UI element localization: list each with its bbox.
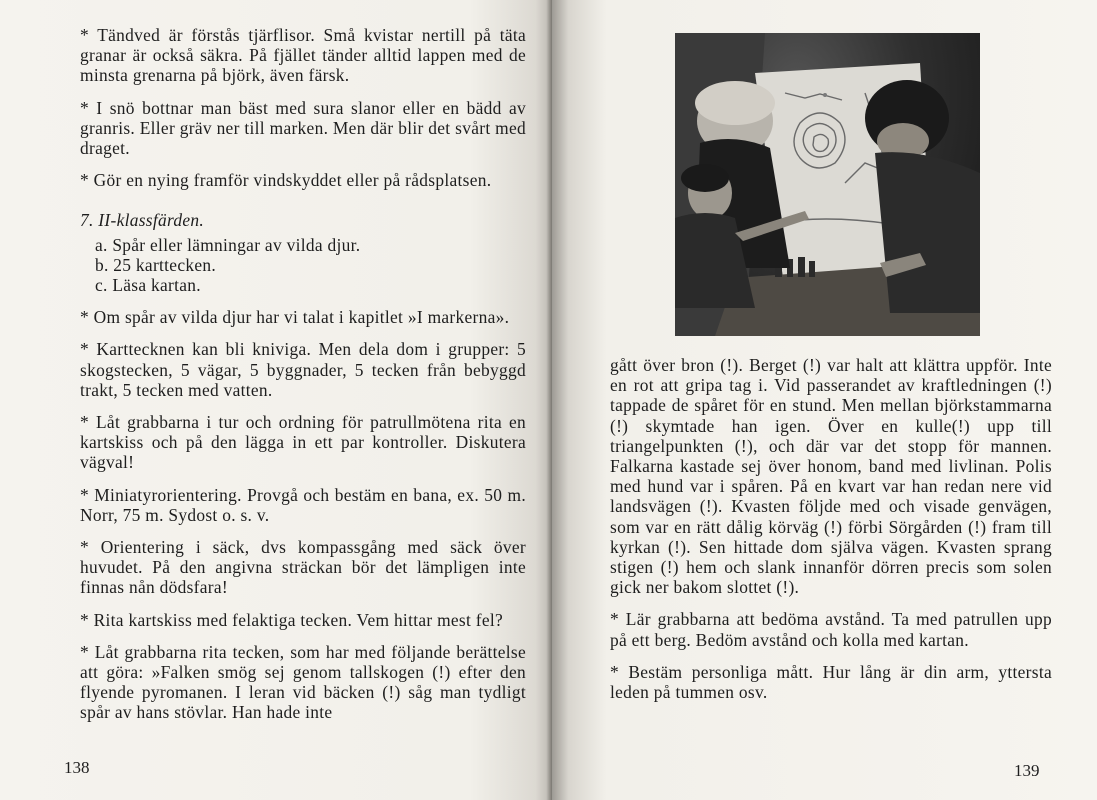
right-text-block: [610, 355, 1052, 714]
paragraph: * Karttecknen kan bli kniviga. Men dela dom i grupper: 5 skogstecken, 5 vägar, 5 byggnader, 5 tecken från bebyggd trakt, 5 tecken med vatten.: [80, 339, 526, 400]
photograph: [675, 33, 980, 336]
paragraph: * Gör en nying framför vindskyddet eller på rådsplatsen.: [80, 170, 492, 191]
section-title: 7. II-klassfärden.: [80, 210, 205, 231]
list-item: c. Läsa kartan.: [95, 275, 201, 296]
list-item: a. Spår eller lämningar av vilda djur.: [95, 234, 361, 255]
page-number: 138: [64, 758, 90, 777]
paragraph: gått över bron (!). Berget (!) var halt att klättra uppför. Inte en rot att gripa tag i. Vid passerandet av kraftledningen (!) tappade de spåret för en stund. Men mellan björkstammarna (!) skymtade han igen. Över en kulle(!) upp till triangelpunkten (!), och där var det stopp för mannen. Falkarna kastade sej över honom, band med livlinan. Polis med hund var i spåren. På en kvart var han redan nere vid landsvägen (!). Kvasten följde med och visade genvägen, som var en rätt dålig körväg (!) förbi Sörgården (!) fram till kyrkan (!). Sen hittade dom själva vägen. Kvasten sprang stigen (!) hem och slank innanför dörren precis som solen gick ner bakom slottet (!).: [610, 355, 1052, 598]
list-item: b. 25 karttecken.: [95, 254, 216, 275]
paragraph: * Låt grabbarna i tur och ordning för patrullmötena rita en kartskiss och på den lägga in ett par kontroller. Diskutera vägval!: [80, 412, 526, 473]
paragraph: * Miniatyrorientering. Provgå och bestäm en bana, ex. 50 m. Norr, 75 m. Sydost o. s. v.: [80, 484, 526, 525]
paragraph: * Bestäm personliga mått. Hur lång är din arm, yttersta leden på tummen osv.: [610, 661, 1052, 703]
page-number: 139: [1014, 761, 1040, 780]
photo-illustration: [675, 33, 980, 336]
paragraph: * Tändved är förstås tjärflisor. Små kvistar nertill på täta granar är också säkra. På fjället tänder alltid lappen med de minsta grenarna på björk, även färsk.: [80, 25, 526, 86]
paragraph: * I snö bottnar man bäst med sura slanor eller en bädd av granris. Eller gräv ner till marken. Men där blir det svårt med draget.: [80, 97, 526, 159]
paragraph: * Låt grabbarna rita tecken, som har med följande berättelse att göra: »Falken smög sej genom tallskogen (!) efter den flyende pyromanen. I leran vid bäcken (!) såg man tydligt spår av hans stövlar. Han hade inte: [80, 641, 526, 723]
paragraph: * Om spår av vilda djur har vi talat i kapitlet »I markerna».: [80, 307, 510, 328]
left-text-block: [80, 25, 526, 723]
paragraph: * Lär grabbarna att bedöma avstånd. Ta med patrullen upp på ett berg. Bedöm avstånd och kolla med kartan.: [610, 609, 1052, 650]
paragraph: * Rita kartskiss med felaktiga tecken. Vem hittar mest fel?: [80, 609, 504, 630]
paragraph: * Orientering i säck, dvs kompassgång med säck över huvudet. På den angivna sträckan bör det lämpligen inte finnas nån dödsfara!: [80, 537, 526, 598]
